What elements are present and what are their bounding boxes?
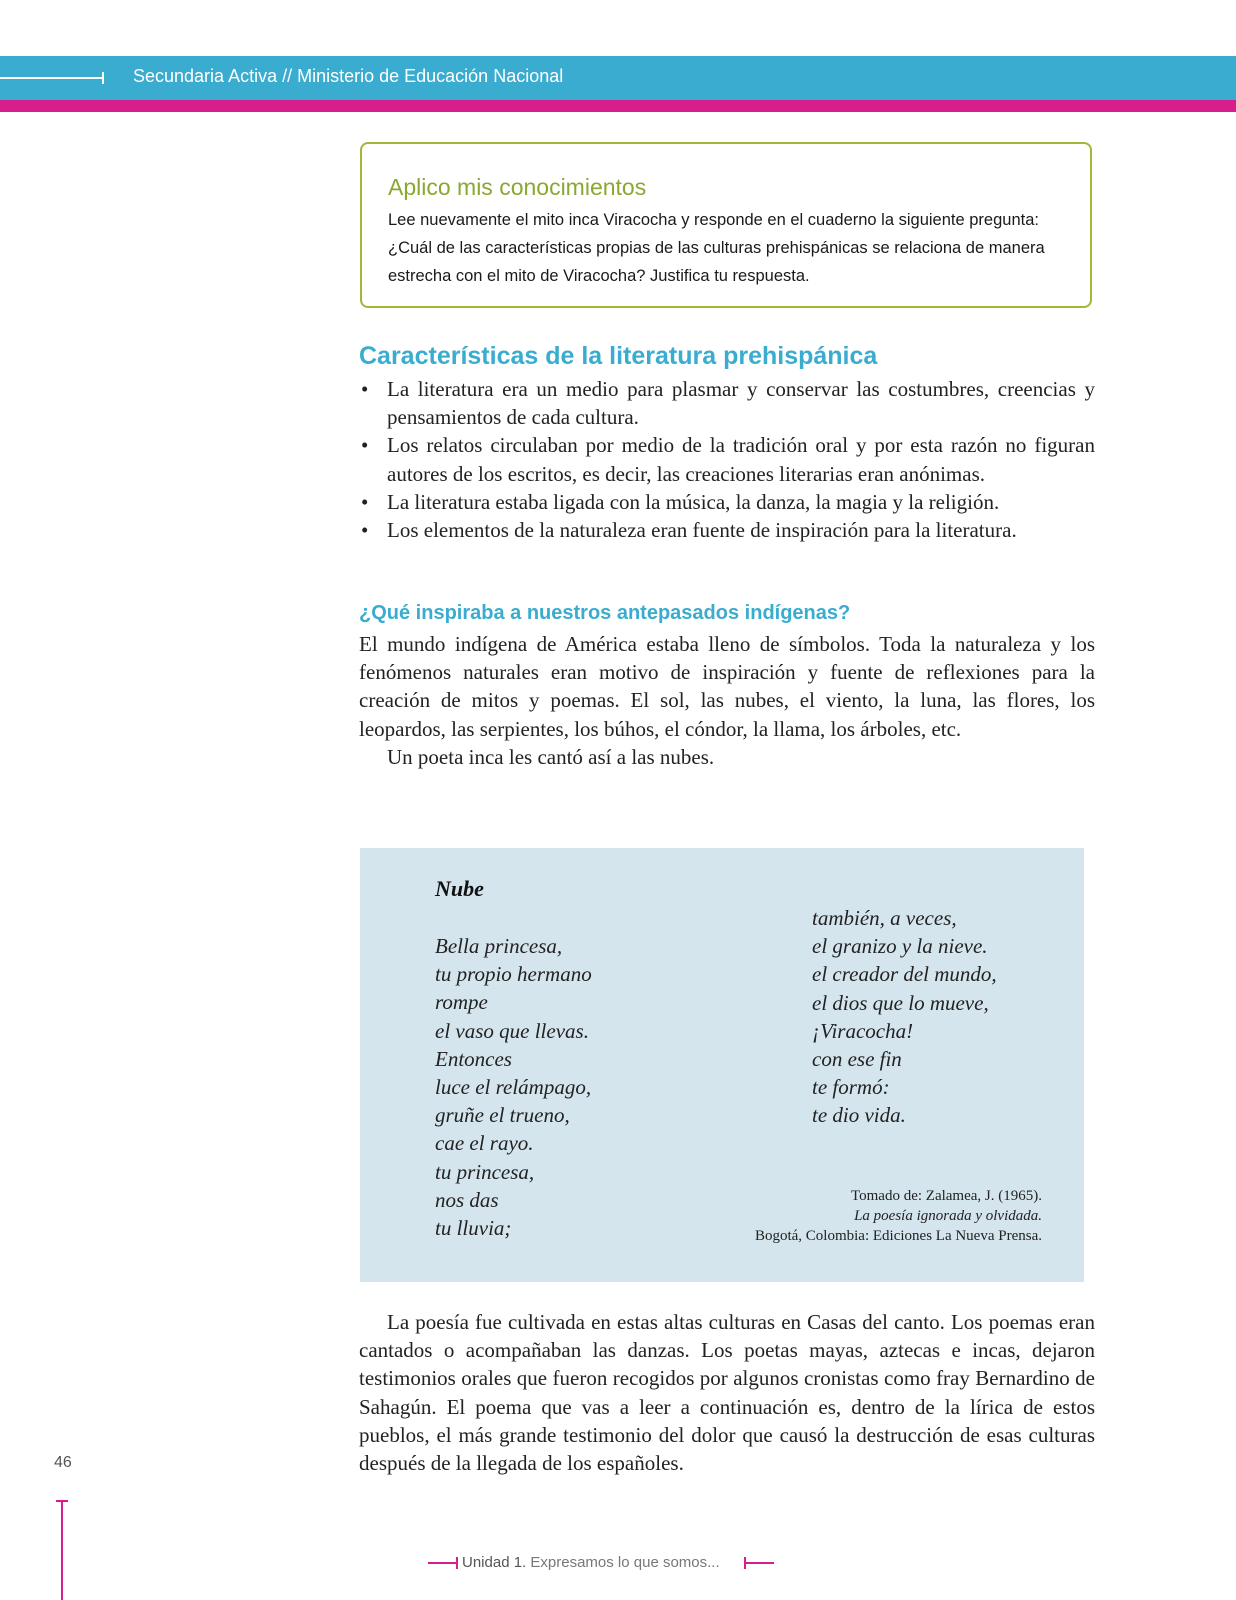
poem-line: tu princesa, [435,1159,535,1184]
unit-title: Expresamos lo que somos... [530,1554,720,1571]
subsection-title: ¿Qué inspiraba a nuestros antepasados indígenas? [359,602,851,624]
poem-line: también, a veces, [812,906,957,930]
citation-book-title: La poesía ignorada y olvidada. [854,1208,1042,1224]
poem-line: el creador del mundo, [812,962,997,987]
poem-citation [755,1186,1042,1246]
poem-line: gruñe el trueno, [435,1103,570,1128]
footer-decor-line [61,1500,63,1600]
poem-column-left [435,932,592,1242]
citation-line: Bogotá, Colombia: Ediciones La Nueva Prensa. [754,1228,1042,1244]
poem-line: el vaso que llevas. [435,1018,589,1043]
section-title: Características de la literatura prehispánica [359,342,878,370]
footer-unit-decor-right [744,1562,774,1564]
inspiration-paragraph: El mundo indígena de América estaba lleno de símbolos. Toda la naturaleza y los fenómenos naturales eran motivo de inspiración y fuente de reflexiones para la creación de mitos y poemas. El sol, las nubes, el viento, la luna, las flores, los leopardos, las serpientes, los búhos, el cóndor, la llama, los árboles, etc. [359,632,1095,741]
poem-line: nos das [435,1187,499,1212]
bullet-icon: • [361,433,369,458]
poem-line: Entonces [435,1046,512,1071]
list-item: • Los relatos circulaban por medio de la tradición oral y por esta razón no figuran autores de los escritos, es decir, las creaciones literarias eran anónimas. [361,433,1095,486]
citation-line: Tomado de: Zalamea, J. (1965). [851,1188,1042,1204]
apply-knowledge-box [360,142,1092,308]
apply-box-line: Lee nuevamente el mito inca Viracocha y responde en el cuaderno la siguiente pregunta: [388,211,1039,229]
poem-line: cae el rayo. [435,1131,534,1156]
poem-line: rompe [435,990,488,1015]
poem-line: con ese fin [812,1047,902,1072]
poem-line: el granizo y la nieve. [812,934,988,959]
poem-box [360,848,1084,1282]
apply-box-text [388,206,1068,290]
bullet-icon: • [361,489,369,514]
poem-line: el dios que lo mueve, [812,990,989,1015]
poem-line: luce el relámpago, [435,1075,592,1100]
page-number: 46 [54,1454,72,1471]
poem-line: tu propio hermano [435,962,592,987]
poem-line: Bella princesa, [435,934,563,958]
header-accent-stripe [0,100,1236,112]
footer-unit-text [462,1552,720,1574]
poem-line: te formó: [812,1075,890,1100]
footer-unit-decor-left [428,1562,458,1564]
poem-column-right [812,904,997,1130]
list-item: • La literatura estaba ligada con la música, la danza, la magia y la religión. [359,488,1095,516]
unit-number: Unidad 1. [462,1554,527,1571]
bullet-icon: • [361,518,369,543]
footer-unit-label [428,1552,774,1574]
header-title: Secundaria Activa // Ministerio de Educación Nacional [133,66,564,86]
closing-paragraph: La poesía fue cultivada en estas altas culturas en Casas del canto. Los poemas eran cantados o acompañaban las danzas. Los poetas mayas, aztecas e incas, dejaron testimonios orales que fueron recogidos por algunos cronistas como fray Bernardino de Sahagún. El poema que vas a leer a continuación es, dentro de la lírica de estos pueblos, el más grande testimonio del dolor que causó la destrucción de esas culturas después de la llegada de los españoles. [359,1310,1095,1476]
apply-box-title: Aplico mis conocimientos [388,174,647,200]
footer-unit-tick-right [744,1557,746,1569]
list-item: • La literatura era un medio para plasmar y conservar las costumbres, creencias y pensamientos de cada cultura. [361,377,1095,430]
list-item: • Los elementos de la naturaleza eran fuente de inspiración para la literatura. [359,516,1095,544]
footer-unit-tick-left [456,1557,458,1569]
poem-line: tu lluvia; [435,1216,512,1241]
apply-box-line: estrecha con el mito de Viracocha? Justifica tu respuesta. [388,267,810,285]
poem-line: ¡Viracocha! [812,1018,914,1043]
characteristics-list [359,375,1095,544]
bullet-icon: • [361,377,369,401]
poem-title: Nube [435,876,484,901]
apply-box-line: ¿Cuál de las características propias de las culturas prehispánicas se relaciona de manera [388,239,1045,257]
poem-intro-text: Un poeta inca les cantó así a las nubes. [387,745,715,769]
header-decor-tick [102,72,104,84]
poem-line: te dio vida. [812,1103,906,1128]
header-decor-line [0,77,104,79]
